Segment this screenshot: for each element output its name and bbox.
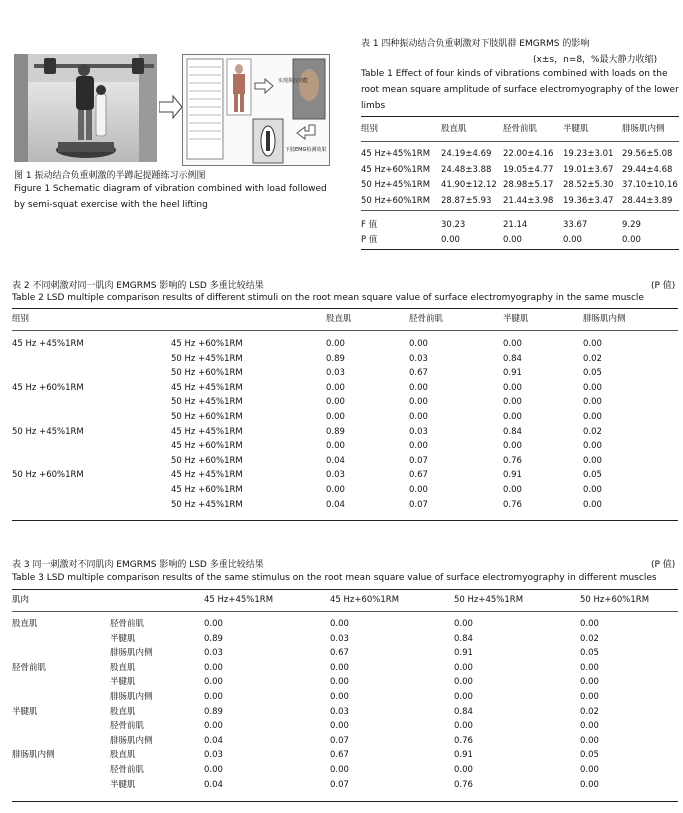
table-cell: 21.14 xyxy=(503,220,528,230)
table-cell: 0.00 xyxy=(330,765,349,775)
table-cell: 0.00 xyxy=(503,412,522,422)
table-cell: 0.89 xyxy=(204,633,223,644)
table-header-cell: 半腱肌 xyxy=(563,124,589,134)
table-cell: 0.00 xyxy=(409,441,428,452)
table-cell: 0.00 xyxy=(454,677,473,688)
table-3-title-cn: 表 3 同一刺激对不同肌肉 EMGRMS 影响的 LSD 多重比较结果 xyxy=(12,560,264,570)
table-cell: 0.67 xyxy=(409,368,428,379)
table-cell: 45 Hz+60%1RM xyxy=(361,164,431,175)
table-cell: 0.07 xyxy=(330,779,349,790)
table-cell: 0.67 xyxy=(330,648,349,659)
table-cell: 45 Hz +60%1RM xyxy=(171,485,243,495)
table-cell: 50 Hz +60%1RM xyxy=(171,412,243,422)
table-cell: 0.00 xyxy=(326,382,345,393)
table-cell: 0.00 xyxy=(204,662,223,673)
table-cell: 0.00 xyxy=(204,765,223,775)
table-cell: 50 Hz+45%1RM xyxy=(361,180,431,191)
table-cell: 0.00 xyxy=(330,677,349,688)
figure-1-caption-en: Figure 1 Schematic diagram of vibration combined with load followed by semi-squat exercise with the heel lifting xyxy=(14,184,327,210)
table-cell: 24.48±3.88 xyxy=(441,164,492,175)
table-cell: 胫骨前肌 xyxy=(110,619,145,629)
table-cell: 0.00 xyxy=(580,765,599,775)
table-header-cell: 半腱肌 xyxy=(503,314,529,324)
table-cell: 0.76 xyxy=(503,455,522,466)
table-cell: 0.00 xyxy=(583,499,602,510)
table-cell: 28.87±5.93 xyxy=(441,196,492,207)
table-cell: 0.00 xyxy=(583,382,602,393)
table-cell: 0.91 xyxy=(503,470,522,481)
table-cell: 45 Hz +45%1RM xyxy=(12,339,84,349)
table-cell: 0.04 xyxy=(326,499,345,510)
table-cell: 0.89 xyxy=(326,353,345,364)
table-cell: 0.00 xyxy=(583,455,602,466)
table-cell: 50 Hz +45%1RM xyxy=(171,353,243,364)
table-cell: 45 Hz +45%1RM xyxy=(171,382,243,393)
table-cell: 0.00 xyxy=(454,662,473,673)
table-cell: 0.76 xyxy=(454,779,473,790)
table-2-p-label: (P 值) xyxy=(651,281,676,291)
table-cell: 0.00 xyxy=(204,692,223,702)
table-cell: 0.91 xyxy=(503,368,522,379)
table-cell: 0.03 xyxy=(409,426,428,437)
table-2-title-en: Table 2 LSD multiple comparison results of different stimuli on the root mean square value of surface electromyography in the same muscle xyxy=(12,293,644,303)
table-header-cell: 肌肉 xyxy=(12,595,30,605)
table-cell: 45 Hz+45%1RM xyxy=(361,149,431,159)
table-cell: 0.05 xyxy=(580,750,599,761)
table-cell: 45 Hz +60%1RM xyxy=(12,382,84,393)
table-1-title-en: Table 1 Effect of four kinds of vibrations combined with loads on the root mean square amplitude of surface electromyography of the lower limbs xyxy=(361,69,679,111)
table-cell: 0.00 xyxy=(326,339,345,349)
table-cell: 50 Hz +60%1RM xyxy=(171,368,243,379)
table-3-title-en: Table 3 LSD multiple comparison results of the same stimulus on the root mean square value of surface electromyography in different muscles xyxy=(12,573,657,583)
table-cell: 0.00 xyxy=(454,765,473,775)
table-cell: 0.03 xyxy=(326,470,345,481)
table-1-top-rule xyxy=(361,116,679,117)
table-cell: 0.00 xyxy=(503,441,522,452)
table-cell: 腓肠肌内侧 xyxy=(12,750,55,761)
table-cell: 0.84 xyxy=(503,426,522,437)
table-1-mid-rule xyxy=(361,210,679,211)
table-cell: P 值 xyxy=(361,235,378,245)
table-cell: 股直肌 xyxy=(110,750,136,761)
table-cell: 0.04 xyxy=(204,735,223,746)
table-cell: 0.00 xyxy=(409,397,428,408)
table-cell: 0.89 xyxy=(326,426,345,437)
table-cell: 0.00 xyxy=(580,677,599,688)
table-cell: 0.00 xyxy=(330,619,349,629)
table-cell: 45 Hz +45%1RM xyxy=(171,426,243,437)
table-cell: 0.05 xyxy=(583,470,602,481)
table-cell: 0.00 xyxy=(409,339,428,349)
table-cell: 19.01±3.67 xyxy=(563,164,614,175)
table-cell: 0.00 xyxy=(409,382,428,393)
table-cell: 0.03 xyxy=(409,353,428,364)
table-header-cell: 45 Hz+60%1RM xyxy=(330,595,400,605)
table-cell: 0.02 xyxy=(583,353,602,364)
table-header-cell: 50 Hz+45%1RM xyxy=(454,595,524,605)
table-cell: 0.76 xyxy=(454,735,473,746)
table-cell: 45 Hz +60%1RM xyxy=(171,339,243,349)
table-cell: 0.84 xyxy=(503,353,522,364)
table-cell: 21.44±3.98 xyxy=(503,196,554,207)
table-cell: 腓肠肌内侧 xyxy=(110,735,153,746)
table-cell: 0.00 xyxy=(503,397,522,408)
table-cell: 0.00 xyxy=(583,412,602,422)
table-cell: F 值 xyxy=(361,220,378,230)
table-cell: 0.00 xyxy=(204,677,223,688)
table-cell: 0.00 xyxy=(326,441,345,452)
table-cell: 50 Hz +60%1RM xyxy=(171,455,243,466)
table-cell: 0.00 xyxy=(204,619,223,629)
table-cell: 0.03 xyxy=(326,368,345,379)
table-cell: 0.91 xyxy=(454,648,473,659)
table-cell: 0.00 xyxy=(441,235,460,245)
table-2-top-rule xyxy=(12,308,678,309)
table-cell: 0.67 xyxy=(330,750,349,761)
table-cell: 24.19±4.69 xyxy=(441,149,492,159)
exercise-photo xyxy=(14,54,157,162)
table-1-bottom-rule xyxy=(361,249,679,250)
table-cell: 0.00 xyxy=(326,412,345,422)
table-cell: 29.44±4.68 xyxy=(622,164,673,175)
table-cell: 半腱肌 xyxy=(110,677,136,688)
table-cell: 0.02 xyxy=(580,633,599,644)
table-cell: 0.00 xyxy=(454,692,473,702)
table-cell: 0.04 xyxy=(204,779,223,790)
table-cell: 45 Hz +45%1RM xyxy=(171,470,243,481)
table-header-cell: 45 Hz+45%1RM xyxy=(204,595,274,605)
table-cell: 29.56±5.08 xyxy=(622,149,673,159)
table-1-note: (x±s，n=8，%最大静力收缩) xyxy=(533,55,658,65)
table-cell: 0.00 xyxy=(563,235,582,245)
table-cell: 0.00 xyxy=(580,692,599,702)
table-header-cell: 50 Hz+60%1RM xyxy=(580,595,650,605)
table-header-cell: 组别 xyxy=(361,124,379,134)
table-cell: 0.00 xyxy=(583,441,602,452)
table-cell: 股直肌 xyxy=(110,662,136,673)
table-cell: 0.00 xyxy=(622,235,641,245)
table-cell: 0.00 xyxy=(580,735,599,746)
table-cell: 9.29 xyxy=(622,220,641,230)
table-cell: 半腱肌 xyxy=(110,779,136,790)
table-header-cell: 胫骨前肌 xyxy=(503,124,538,134)
table-header-cell: 组别 xyxy=(12,314,30,324)
table-3-top-rule xyxy=(12,589,678,590)
table-header-cell: 腓肠肌内侧 xyxy=(583,314,626,324)
table-cell: 0.00 xyxy=(454,721,473,732)
table-cell: 0.00 xyxy=(583,485,602,495)
table-1-title-cn: 表 1 四种振动结合负重刺激对下肢肌群 EMGRMS 的影响 xyxy=(361,39,590,49)
table-cell: 30.23 xyxy=(441,220,466,230)
table-cell: 0.84 xyxy=(454,706,473,717)
table-cell: 半腱肌 xyxy=(12,706,38,717)
table-cell: 0.00 xyxy=(330,721,349,732)
table-cell: 19.23±3.01 xyxy=(563,149,614,159)
panel-label-2: 下肢EMG检测效果 xyxy=(285,147,327,153)
table-cell: 0.02 xyxy=(583,426,602,437)
table-cell: 50 Hz +45%1RM xyxy=(171,397,243,408)
table-cell: 半腱肌 xyxy=(110,633,136,644)
table-cell: 0.89 xyxy=(204,706,223,717)
table-cell: 0.00 xyxy=(583,339,602,349)
panel-label-1: 实现执行功能 xyxy=(278,78,309,84)
table-cell: 50 Hz +45%1RM xyxy=(12,426,84,437)
schematic-panel xyxy=(182,54,330,166)
table-cell: 胫骨前肌 xyxy=(110,721,145,732)
table-cell: 50 Hz +45%1RM xyxy=(171,499,243,510)
table-cell: 0.03 xyxy=(330,706,349,717)
table-cell: 0.00 xyxy=(326,485,345,495)
table-cell: 0.00 xyxy=(503,235,522,245)
table-cell: 0.03 xyxy=(204,750,223,761)
table-cell: 28.44±3.89 xyxy=(622,196,673,207)
table-header-cell: 股直肌 xyxy=(326,314,352,324)
table-cell: 0.00 xyxy=(503,485,522,495)
table-cell: 37.10±10.16 xyxy=(622,180,678,191)
table-cell: 0.07 xyxy=(409,455,428,466)
table-cell: 28.98±5.17 xyxy=(503,180,554,191)
table-2-title-cn: 表 2 不同刺激对同一肌肉 EMGRMS 影响的 LSD 多重比较结果 xyxy=(12,281,264,291)
table-cell: 股直肌 xyxy=(12,619,38,629)
table-cell: 0.67 xyxy=(409,470,428,481)
table-cell: 41.90±12.12 xyxy=(441,180,497,191)
table-cell: 0.00 xyxy=(580,619,599,629)
table-cell: 0.03 xyxy=(204,648,223,659)
table-cell: 0.07 xyxy=(330,735,349,746)
table-cell: 0.00 xyxy=(580,779,599,790)
table-cell: 0.07 xyxy=(409,499,428,510)
table-cell: 33.67 xyxy=(563,220,588,230)
table-cell: 0.04 xyxy=(326,455,345,466)
table-cell: 腓肠肌内侧 xyxy=(110,648,153,659)
table-cell: 19.05±4.77 xyxy=(503,164,554,175)
figure-1 xyxy=(14,54,328,164)
table-cell: 0.00 xyxy=(330,692,349,702)
table-cell: 0.00 xyxy=(580,721,599,732)
table-header-cell: 胫骨前肌 xyxy=(409,314,444,324)
table-cell: 0.00 xyxy=(409,485,428,495)
table-cell: 腓肠肌内侧 xyxy=(110,692,153,702)
table-cell: 0.00 xyxy=(330,662,349,673)
table-cell: 0.91 xyxy=(454,750,473,761)
table-cell: 胫骨前肌 xyxy=(12,662,47,673)
table-cell: 0.00 xyxy=(503,339,522,349)
table-cell: 0.76 xyxy=(503,499,522,510)
table-cell: 22.00±4.16 xyxy=(503,149,554,159)
table-cell: 胫骨前肌 xyxy=(110,765,145,775)
table-2-header-rule xyxy=(12,330,678,331)
table-3-p-label: (P 值) xyxy=(651,560,676,570)
table-3-header-rule xyxy=(12,611,678,612)
table-cell: 0.84 xyxy=(454,633,473,644)
table-cell: 0.05 xyxy=(580,648,599,659)
table-header-cell: 腓肠肌内侧 xyxy=(622,124,665,134)
table-cell: 0.00 xyxy=(454,619,473,629)
table-cell: 0.00 xyxy=(503,382,522,393)
table-header-cell: 股直肌 xyxy=(441,124,467,134)
table-cell: 股直肌 xyxy=(110,706,136,717)
table-cell: 45 Hz +60%1RM xyxy=(171,441,243,452)
table-cell: 0.00 xyxy=(204,721,223,732)
figure-1-caption-cn: 图 1 振动结合负重刺激的半蹲起提踵练习示例图 xyxy=(14,171,206,181)
table-cell: 28.52±5.30 xyxy=(563,180,614,191)
table-cell: 50 Hz +60%1RM xyxy=(12,470,84,481)
table-cell: 50 Hz+60%1RM xyxy=(361,196,431,207)
table-cell: 0.00 xyxy=(326,397,345,408)
table-1-header-rule xyxy=(361,141,679,142)
table-cell: 0.00 xyxy=(583,397,602,408)
table-cell: 0.00 xyxy=(580,662,599,673)
table-3-bottom-rule xyxy=(12,801,678,802)
arrow-right-icon xyxy=(159,94,183,120)
table-cell: 19.36±3.47 xyxy=(563,196,614,207)
table-cell: 0.02 xyxy=(580,706,599,717)
table-cell: 0.00 xyxy=(409,412,428,422)
table-cell: 0.05 xyxy=(583,368,602,379)
table-2-bottom-rule xyxy=(12,520,678,521)
table-cell: 0.03 xyxy=(330,633,349,644)
